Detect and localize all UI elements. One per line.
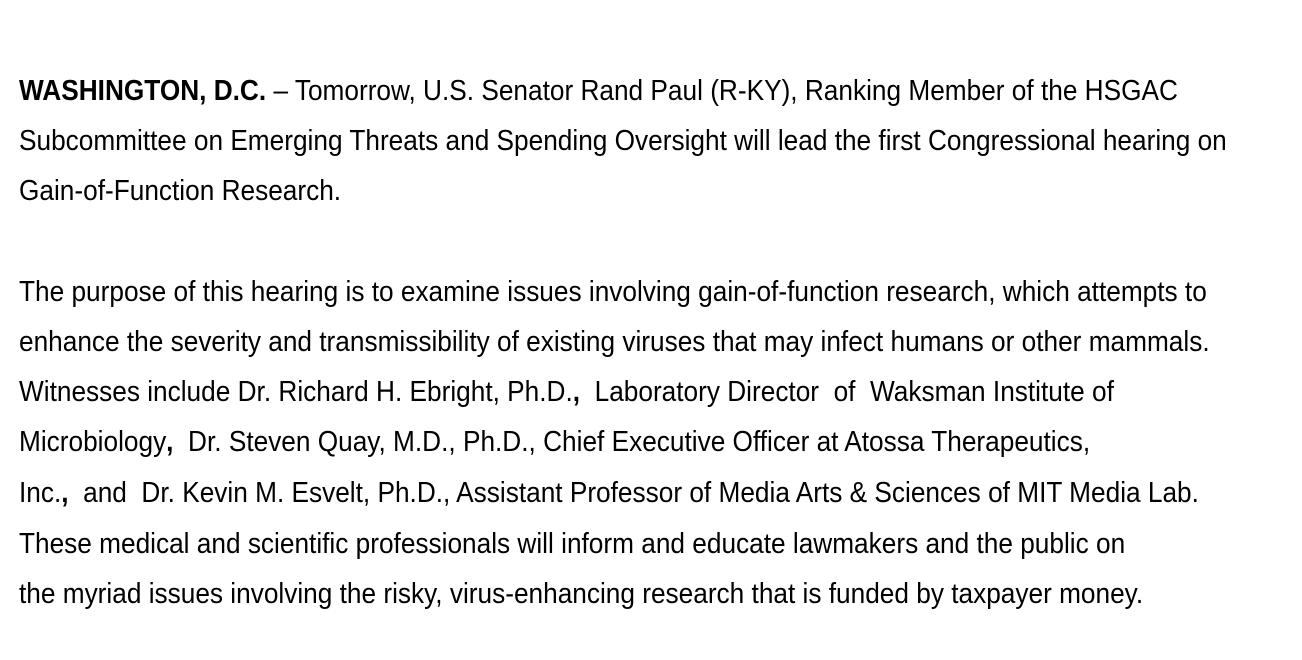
witness-2: Dr. Steven Quay, M.D., Ph.D., Chief Executive Officer at Atossa Therapeutics, xyxy=(173,426,1091,458)
paragraph-1-line-2: Subcommittee on Emerging Threats and Spending Oversight will lead the first Congressional hearing on xyxy=(19,125,1227,157)
bold-comma: , xyxy=(61,477,69,509)
paragraph-2-line-4 xyxy=(19,425,1090,459)
paragraph-2-line-5 xyxy=(19,476,1199,510)
witness-1-institution-end: Microbiology xyxy=(19,426,167,458)
paragraph-2-line-3 xyxy=(19,375,1114,409)
witness-2-company-end: Inc. xyxy=(19,477,62,509)
witness-1-title: Laboratory Director of Waksman Institute of xyxy=(580,376,1114,408)
paragraph-2-line-7: the myriad issues involving the risky, virus-enhancing research that is funded by taxpayer money. xyxy=(19,578,1144,610)
paragraph-2-line-2: enhance the severity and transmissibility of existing viruses that may infect humans or other mammals. xyxy=(19,326,1210,358)
bold-comma: , xyxy=(166,426,174,458)
paragraph-1-line-3: Gain-of-Function Research. xyxy=(19,175,342,207)
bold-comma: , xyxy=(572,376,581,408)
paragraph-2-line-1: The purpose of this hearing is to examine issues involving gain-of-function research, which attempts to xyxy=(19,276,1207,308)
dateline: WASHINGTON, D.C. xyxy=(19,75,267,107)
paragraph-2-line-6: These medical and scientific professionals will inform and educate lawmakers and the public on xyxy=(19,528,1126,560)
witness-1-name: Witnesses include Dr. Richard H. Ebright, Ph.D. xyxy=(19,376,573,408)
witness-3: and Dr. Kevin M. Esvelt, Ph.D., Assistant Professor of Media Arts & Sciences of MIT Media Lab. xyxy=(68,477,1199,509)
paragraph-1-line-1-text: – Tomorrow, U.S. Senator Rand Paul (R-KY), Ranking Member of the HSGAC xyxy=(266,75,1178,107)
paragraph-1-line-1 xyxy=(19,74,1178,108)
